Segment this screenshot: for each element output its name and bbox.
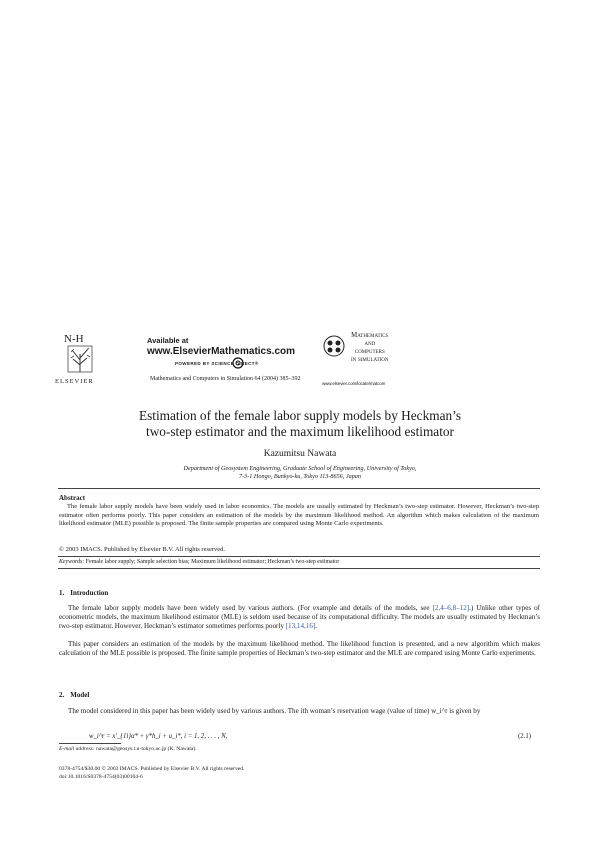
paper-title [0,408,600,440]
footnote-email [59,746,197,752]
journal-title [351,332,389,364]
equation-2-1: w_i^r = x′_{1i}α* + γ*h_i + u_i*, i = 1, 2, . . . , N, [89,733,228,740]
footnote-text[interactable]: nawata@geosys.t.u-tokyo.ac.jp (K. Nawata). [96,746,197,752]
section-number: 2. [59,691,65,699]
issn-copyright-line: 0378-4754/$30.00 © 2003 IMACS. Published by Elsevier B.V. All rights reserved. [59,766,245,772]
keywords-text: Female labor supply; Sample selection bias; Maximum likelihood estimator; Heckman’s two-step estimator [85,559,340,565]
paper-title-line: two-step estimator and the maximum likelihood estimator [146,424,454,439]
divider [58,556,540,557]
citation-link[interactable]: [13,14,16] [285,622,316,630]
journal-citation: Mathematics and Computers in Simulation 64 (2004) 385–392 [150,376,301,382]
section-title: Model [70,691,90,699]
affiliation-line: Department of Geosystem Engineering, Graduate School of Engineering, University of Tokyo, [183,465,417,472]
abstract-text: The female labor supply models have been widely used in labor economics. The models are usually estimated by Heckman’s two-step estimator. However, Heckman’s two-step estimator often performs poorly. This paper considers an estimation of the models by the maximum likelihood method. An algorithm which makes calculation of the maximum likelihood estimator (MLE) possible is proposed. The finite sample properties are compared using Monte Carlo experiments. [59,503,539,527]
section-number: 1. [59,589,65,597]
keywords [59,559,339,565]
section-title: Introduction [70,589,109,597]
sciencedirect-at-icon [232,357,244,369]
journal-title-line: Mathematics [351,332,389,339]
abstract-copyright: © 2003 IMACS. Published by Elsevier B.V. All rights reserved. [59,546,226,553]
affiliation-line: 7-3-1 Hongo, Bunkyo-ku, Tokyo 113-8656, Japan [238,473,361,480]
text-run: . [315,622,318,630]
author-name: Kazumitsu Nawata [263,449,337,459]
journal-logo-icon [322,334,346,358]
doi-line[interactable]: doi:10.1016/S0378-4754(03)00104-6 [59,774,143,780]
journal-url[interactable]: www.elsevier.com/locate/matcom [322,381,386,386]
intro-paragraph-2: This paper considers an estimation of the models by the maximum likelihood method. The likelihood function is presented, and a new algorithm which makes calculation of the MLE possible is proposed. The finite sample properties of Heckman’s two-step estimator and the MLE are compared using Monte Carlo experiments. [59,640,540,657]
text-run: .) Unlike other types of econometric models, the maximum likelihood estimator (MLE) is seldom used because of its computational difficulty. The models are usually estimated by Heckman’s two-step estimator. However, Heckman’s estimator sometimes performs poorly [59,604,540,630]
citation-link[interactable]: [2,4–6,8–12] [432,604,470,612]
publisher-name: ELSEVIER [55,378,94,385]
equation-number: (2.1) [518,733,532,740]
north-holland-tree-icon [62,332,98,378]
available-at-label: Available at [147,336,189,345]
section-heading-model [59,691,89,699]
text-run: The female labor supply models have been widely used by various authors. (For example and details of the models, see [68,604,433,612]
footnote-label: E-mail address: [59,746,95,752]
divider [58,568,540,569]
section-heading-introduction [59,589,108,597]
intro-paragraph-1 [59,604,540,631]
paper-title-line: Estimation of the female labor supply models by Heckman’s [138,408,461,423]
abstract-heading: Abstract [59,494,86,502]
journal-title-line: and [364,340,376,347]
powered-by-sciencedirect: POWERED BY SCIENCE DIRECT® [175,361,259,366]
elsevier-mathematics-site[interactable]: www.ElsevierMathematics.com [147,346,296,357]
model-paragraph-1: The model considered in this paper has been widely used by various authors. The ith woman’s reservation wage (value of time) w_i^r is given by [68,707,481,715]
journal-title-line: in simulation [351,356,389,363]
journal-title-line: computers [354,348,385,355]
footnote-rule [59,743,121,744]
divider [58,488,540,489]
publisher-initials: N-H [64,333,84,345]
keywords-label: Keywords: [59,559,85,565]
affiliation [0,465,600,481]
